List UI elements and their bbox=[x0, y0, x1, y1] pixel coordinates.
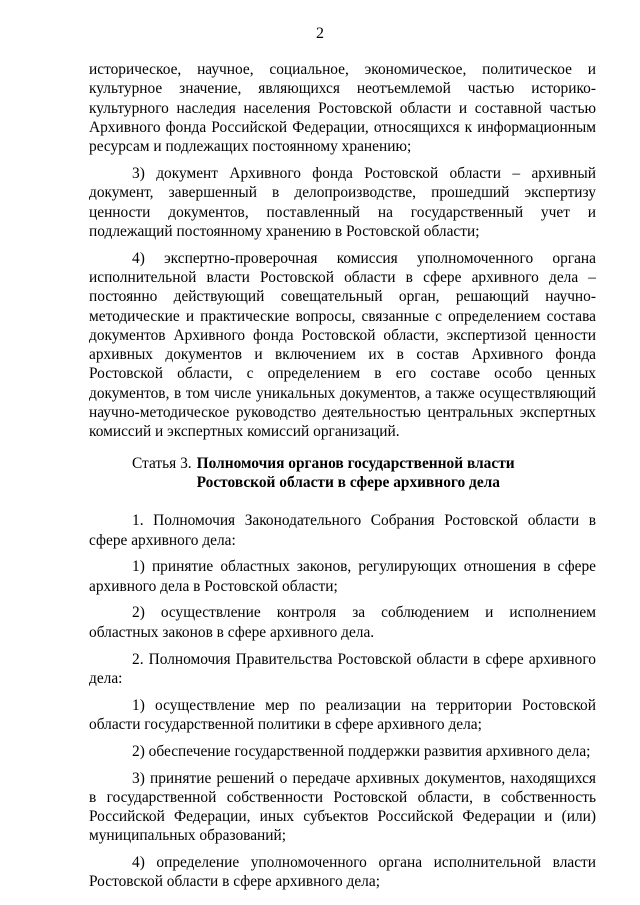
paragraph-section-2-item-2: 2) обеспечение государственной поддержки развития архивного дела; bbox=[132, 742, 591, 760]
article-heading bbox=[89, 454, 596, 493]
paragraph-section-1: 1. Полномочия Законодательного Собрания Ростовской области в сфере архивного дела: bbox=[89, 512, 596, 549]
paragraph-section-2-item-1: 1) осуществление мер по реализации на территории Ростовской области государственной политики в сфере архивного дела; bbox=[89, 696, 596, 733]
paragraph-definition-4: 4) экспертно-проверочная комиссия уполномоченного органа исполнительной власти Ростовской области в сфере архивного дела – постоянно действующий совещательный орган, решающий научно-методические и практические вопросы, связанные с определением состава документов Архивного фонда Ростовской области, экспертизой ценности архивных документов и включением их в состав Архивного фонда Ростовской области, с определением в его составе особо ценных документов, в том числе уникальных документов, а также осуществляющий научно-методическое руководство деятельностью центральных экспертных комиссий и экспертных комиссий организаций. bbox=[89, 249, 596, 441]
paragraph-definition-3: 3) документ Архивного фонда Ростовской области – архивный документ, завершенный в делопроизводстве, прошедший экспертизу ценности документов, поставленный на государственный учет и подлежащий постоянному хранению в Ростовской области; bbox=[89, 164, 596, 240]
page-number: 2 bbox=[316, 25, 324, 42]
document-body bbox=[89, 60, 596, 899]
article-title: Полномочия органов государственной власти Ростовской области в сфере архивного дела bbox=[196, 454, 515, 491]
paragraph-continuation: историческое, научное, социальное, экономическое, политическое и культурное значение, являющихся неотъемлемой частью историко-культурного наследия населения Ростовской области и составной частью Архивного фонда Российской Федерации, относящихся к информационным ресурсам и подлежащих постоянному хранению; bbox=[89, 61, 596, 156]
paragraph-section-1-item-2: 2) осуществление контроля за соблюдением и исполнением областных законов в сфере архивного дела. bbox=[89, 604, 596, 641]
paragraph-section-2-item-3: 3) принятие решений о передаче архивных документов, находящихся в государственной собственности Ростовской области, в собственность Российской Федерации, иных субъектов Российской Федерации и (или) муниципальных образований; bbox=[89, 769, 596, 845]
article-label: Статья 3. bbox=[132, 454, 192, 472]
paragraph-section-2-item-4: 4) определение уполномоченного органа исполнительной власти Ростовской области в сфере архивного дела; bbox=[89, 854, 596, 891]
paragraph-section-1-item-1: 1) принятие областных законов, регулирующих отношения в сфере архивного дела в Ростовской области; bbox=[89, 558, 596, 595]
paragraph-section-2: 2. Полномочия Правительства Ростовской области в сфере архивного дела: bbox=[89, 650, 596, 687]
